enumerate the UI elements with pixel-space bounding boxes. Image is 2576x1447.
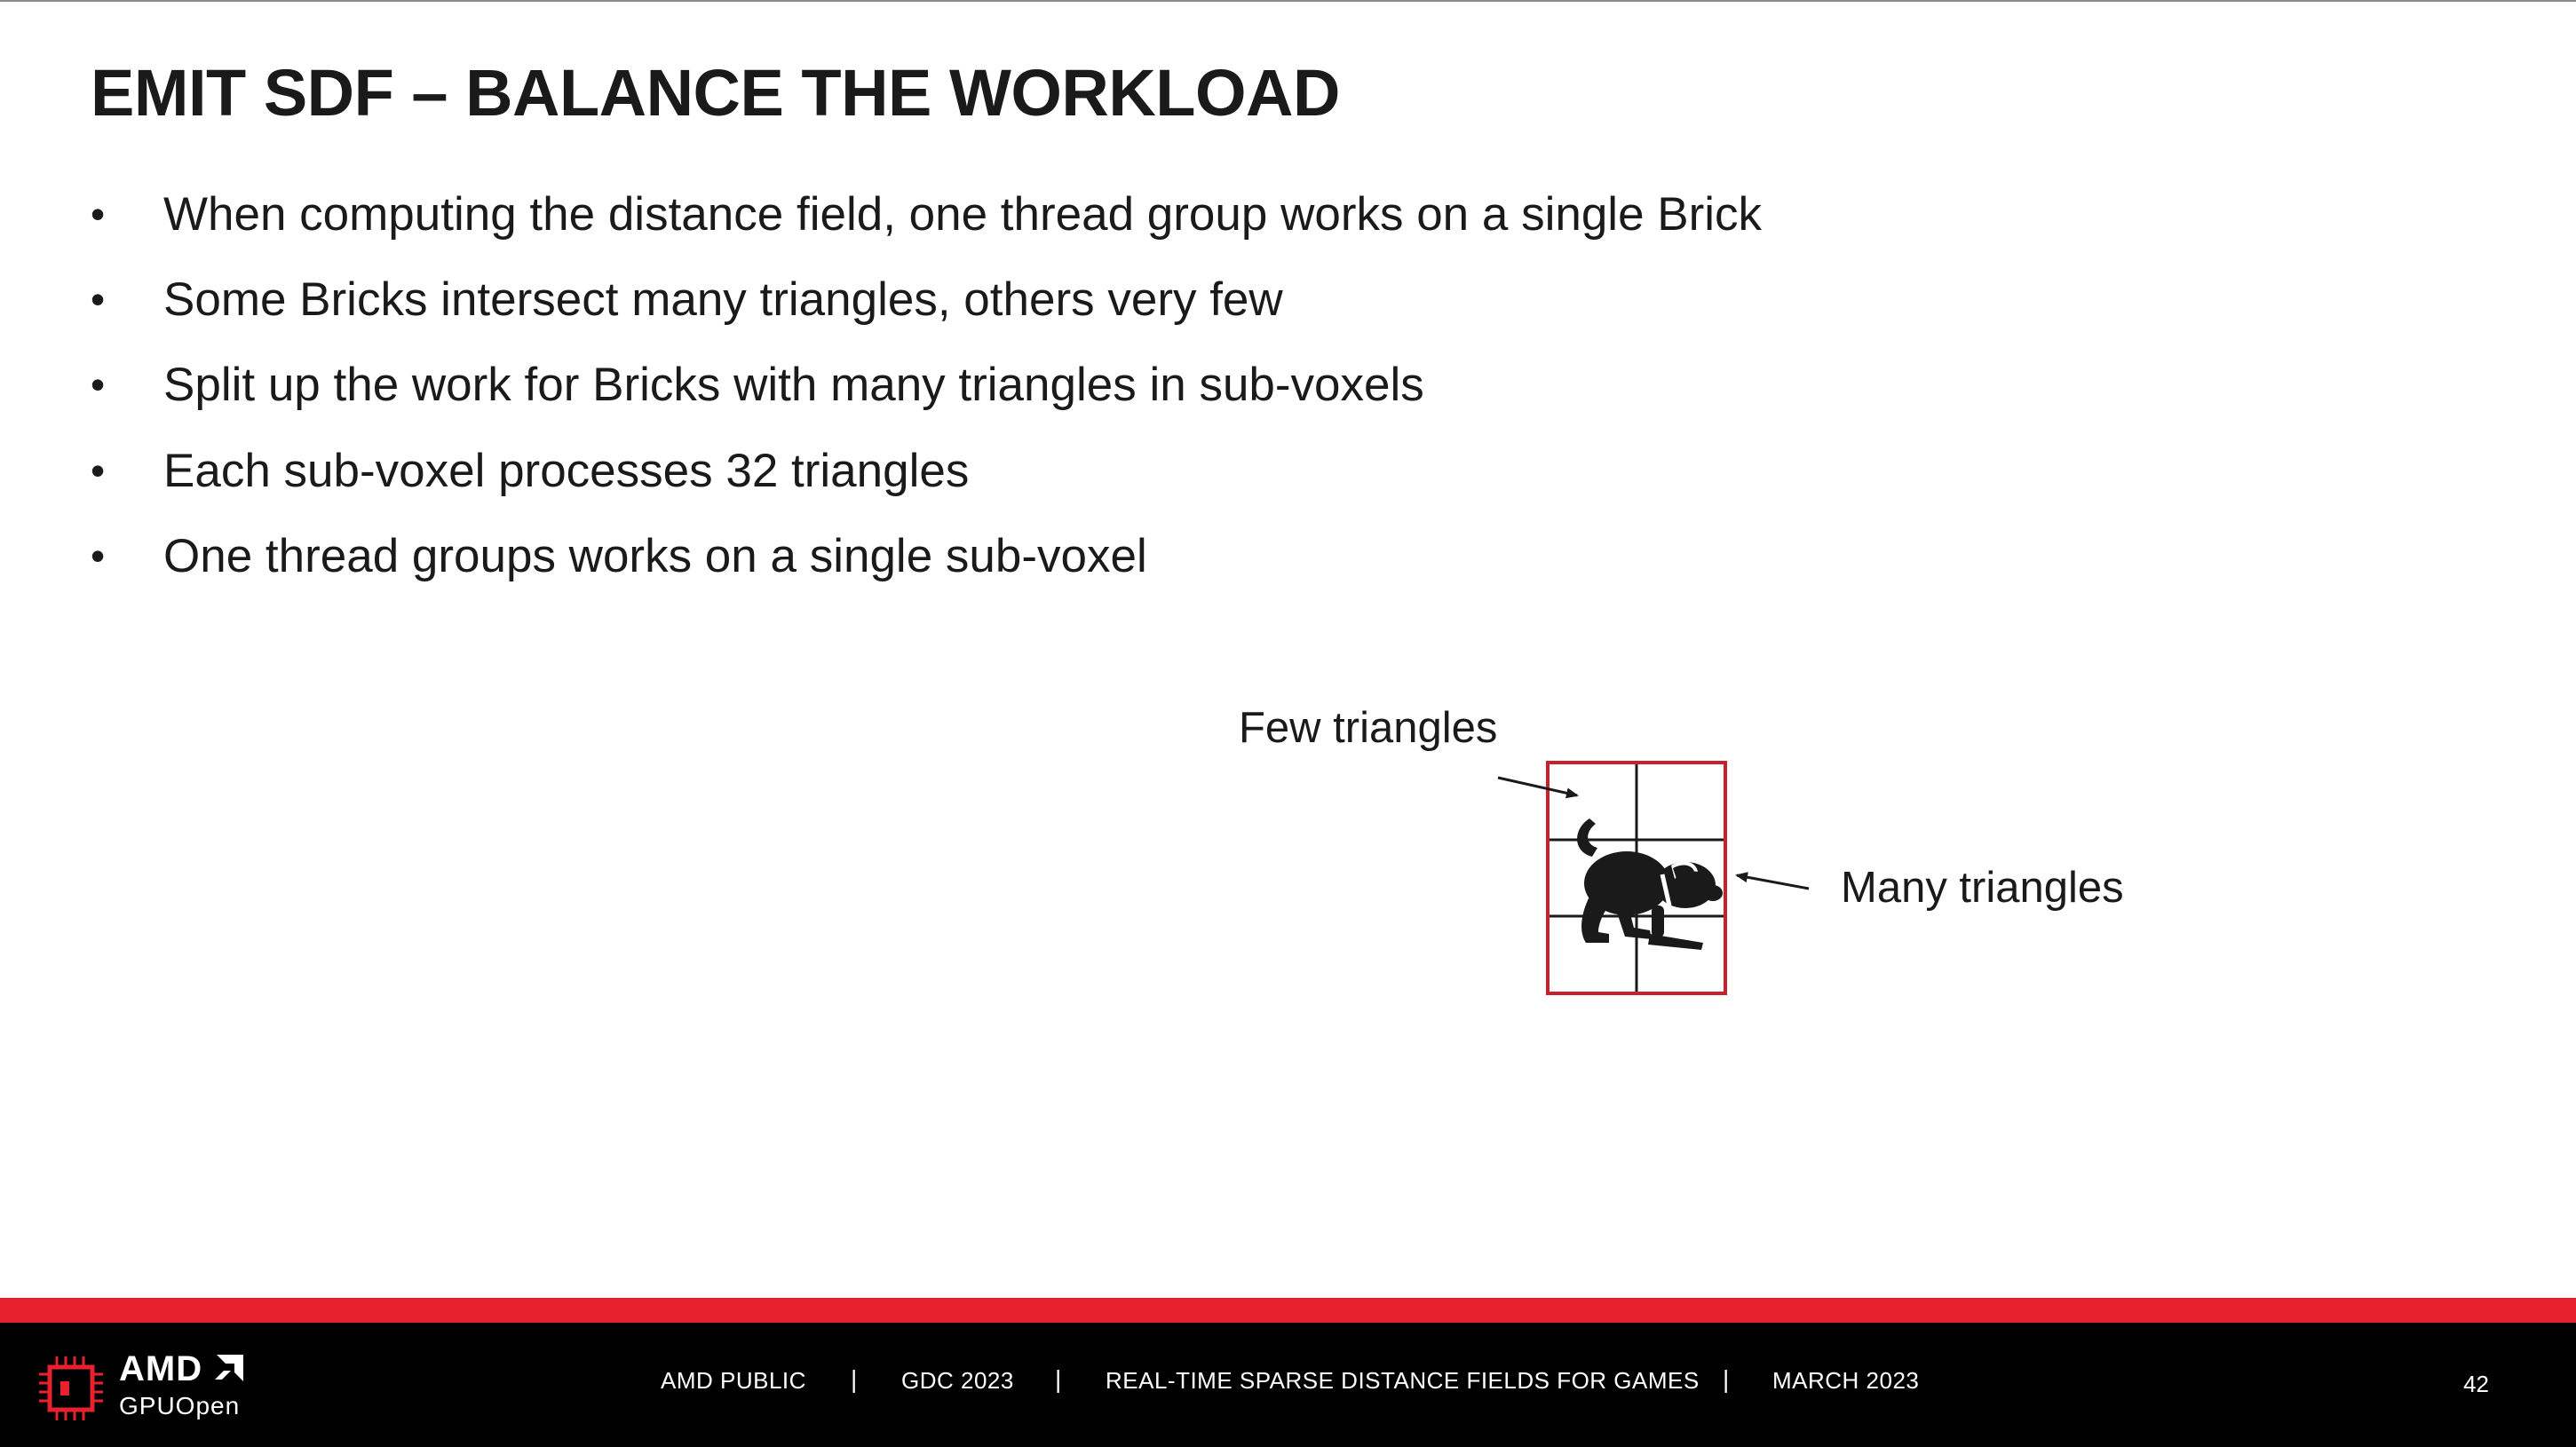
amd-chip-icon <box>37 1355 105 1422</box>
amd-logo-text: AMD <box>119 1349 203 1388</box>
bullet-text: Split up the work for Bricks with many triangles in sub-voxels <box>163 358 1424 411</box>
bullet-marker: • <box>91 447 106 494</box>
arrow-many-triangles <box>1737 875 1809 889</box>
footer-talk-title: REAL-TIME SPARSE DISTANCE FIELDS FOR GAMES <box>1106 1367 1700 1394</box>
footer-separator: | <box>1723 1365 1730 1393</box>
bullet-marker: • <box>91 276 106 322</box>
slide-title: EMIT SDF – BALANCE THE WORKLOAD <box>91 56 1340 130</box>
bullet-marker: • <box>91 533 106 579</box>
many-triangles-label: Many triangles <box>1841 864 2124 912</box>
bullet-text: One thread groups works on a single sub-voxel <box>163 529 1147 582</box>
bullet-marker: • <box>91 361 106 407</box>
bullet-text: When computing the distance field, one thread group works on a single Brick <box>163 187 1763 241</box>
bullet-text: Each sub-voxel processes 32 triangles <box>163 444 970 497</box>
dog-icon <box>1577 818 1723 950</box>
few-triangles-label: Few triangles <box>1239 704 1498 752</box>
bullet-marker: • <box>91 191 106 237</box>
footer-separator: | <box>1055 1365 1062 1393</box>
footer-accent-band <box>0 1298 2576 1323</box>
footer <box>0 1323 2576 1447</box>
page-number: 42 <box>2463 1371 2489 1397</box>
arrow-few-triangles <box>1498 778 1577 795</box>
footer-event: GDC 2023 <box>901 1367 1014 1394</box>
footer-date: MARCH 2023 <box>1772 1367 1920 1394</box>
bullet-text: Some Bricks intersect many triangles, others very few <box>163 273 1283 326</box>
amd-arrow-logo-icon <box>213 1353 245 1383</box>
gpuopen-logo-text: GPUOpen <box>119 1392 241 1419</box>
footer-classification: AMD PUBLIC <box>661 1367 806 1394</box>
footer-separator: | <box>851 1365 858 1393</box>
